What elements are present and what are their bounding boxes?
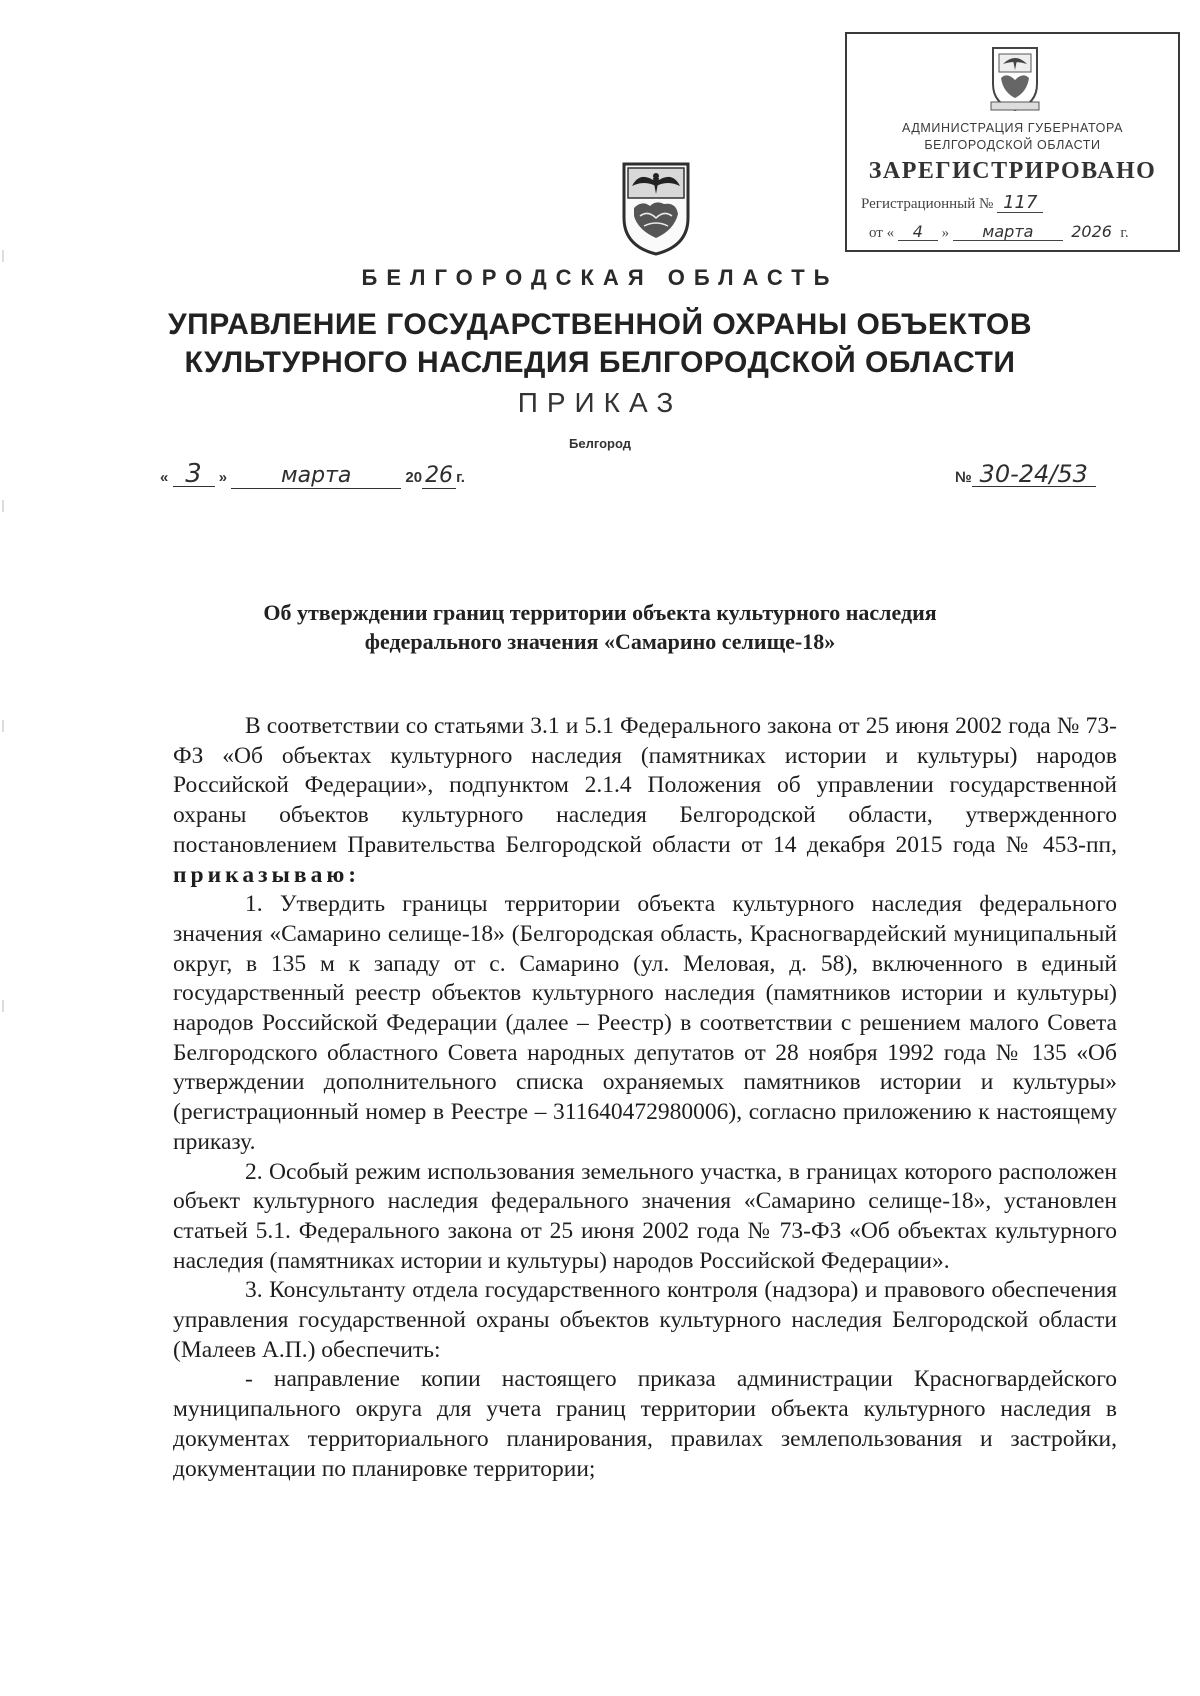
date-day: 3 (173, 462, 215, 487)
stamp-registration-number (861, 194, 1170, 213)
number-value: 30-24/53 (972, 462, 1096, 487)
clause-3: 3. Консультанту отдела государственного контроля (надзора) и правового обеспечения управления государственной охраны объектов культурного наследия Белгородской области (Малеев А.П.) обеспечить: (173, 1277, 1117, 1363)
date-year-prefix: 20 (405, 469, 423, 486)
stamp-date (869, 224, 1170, 242)
order-keyword: приказываю: (173, 861, 361, 888)
stamp-reg-value: 117 (997, 194, 1043, 213)
stamp-date-day: 4 (898, 224, 938, 241)
clause-3-item: - направление копии настоящего приказа администрации Красногвардейского муниципального округа для учета границ территории объекта культурного наследия в документах территориального планирования, правилах землепользования и застройки, документации по планировке территории; (173, 1366, 1117, 1482)
order-number (955, 462, 1096, 487)
department-line-1: УПРАВЛЕНИЕ ГОСУДАРСТВЕННОЙ ОХРАНЫ ОБЪЕКТОВ (167, 308, 1033, 341)
clause-2: 2. Особый режим использования земельного участка, в границах которого расположен объект культурного наследия федерального значения «Самарино селище-18», установлен статьей 5.1. Федерального закона от 25 июня 2002 года № 73-ФЗ «Об объектах культурного наследия (памятниках истории и культуры) народов Российской Федерации». (173, 1158, 1117, 1274)
preamble-text: В соответствии со статьями 3.1 и 5.1 Федерального закона от 25 июня 2002 года № 73-ФЗ «Об объектах культурного наследия (памятниках истории и культуры) народов Российской Федерации», подпунктом 2.1.4 Положения об управлении государственной охраны объектов культурного наследия Белгородской области, утвержденного постановлением Правительства Белгородской области от 14 декабря 2015 года № 453-пп, (173, 713, 1117, 858)
stamp-date-suffix: г. (1120, 225, 1129, 241)
date-year-suffix: 26 (422, 464, 456, 489)
city-name: Белгород (569, 436, 631, 451)
number-label: № (955, 469, 972, 486)
coat-of-arms-icon (987, 44, 1043, 114)
stamp-date-year: 2026 (1071, 222, 1112, 241)
order-body (173, 712, 1117, 1484)
stamp-date-month: марта (953, 224, 1063, 241)
date-year-unit: г. (456, 469, 465, 486)
date-close-quote: » (218, 469, 228, 486)
date-month: марта (231, 464, 401, 489)
department-name (0, 306, 1200, 382)
registration-stamp (845, 32, 1180, 252)
order-date (160, 459, 465, 489)
department-line-2: КУЛЬТУРНОГО НАСЛЕДИЯ БЕЛГОРОДСКОЙ ОБЛАСТИ (184, 346, 1016, 379)
clause-1: 1. Утвердить границы территории объекта культурного наследия федерального значения «Самарино селище-18» (Белгородская область, Красногвардейский муниципальный округ, в 135 м к западу от с. Самарино (ул. Меловая, д. 58), включенного в единый государственный реестр объектов культурного наследия (памятников истории и культуры) народов Российской Федерации (далее – Реестр) в соответствии с решением малого Совета Белгородского областного Совета народных депутатов от 28 ноября 1992 года № 135 «Об утверждении дополнительного списка охраняемых памятников истории и культуры» (регистрационный номер в Реестре – 311640472980006), согласно приложению к настоящему приказу. (173, 891, 1117, 1155)
region-name: БЕЛГОРОДСКАЯ ОБЛАСТЬ (361, 265, 839, 290)
stamp-organization: АДМИНИСТРАЦИЯ ГУБЕРНАТОРА БЕЛГОРОДСКОЙ ОБЛАСТИ (901, 121, 1124, 152)
order-subject (150, 598, 1050, 656)
preamble-paragraph (173, 712, 1117, 890)
stamp-reg-label: Регистрационный № (861, 196, 994, 212)
scan-margin-marks (0, 0, 12, 1696)
document-type: ПРИКАЗ (517, 387, 683, 418)
subject-line-2: федерального значения «Самарино селище-18» (364, 629, 836, 654)
subject-line-1: Об утверждении границ территории объекта культурного наследия (263, 600, 937, 625)
stamp-date-mid: » (941, 225, 950, 241)
stamp-status: ЗАРЕГИСТРИРОВАНО (868, 158, 1157, 184)
date-open-quote: « (160, 469, 169, 486)
coat-of-arms-icon (620, 160, 692, 258)
stamp-date-prefix: от « (869, 225, 895, 241)
